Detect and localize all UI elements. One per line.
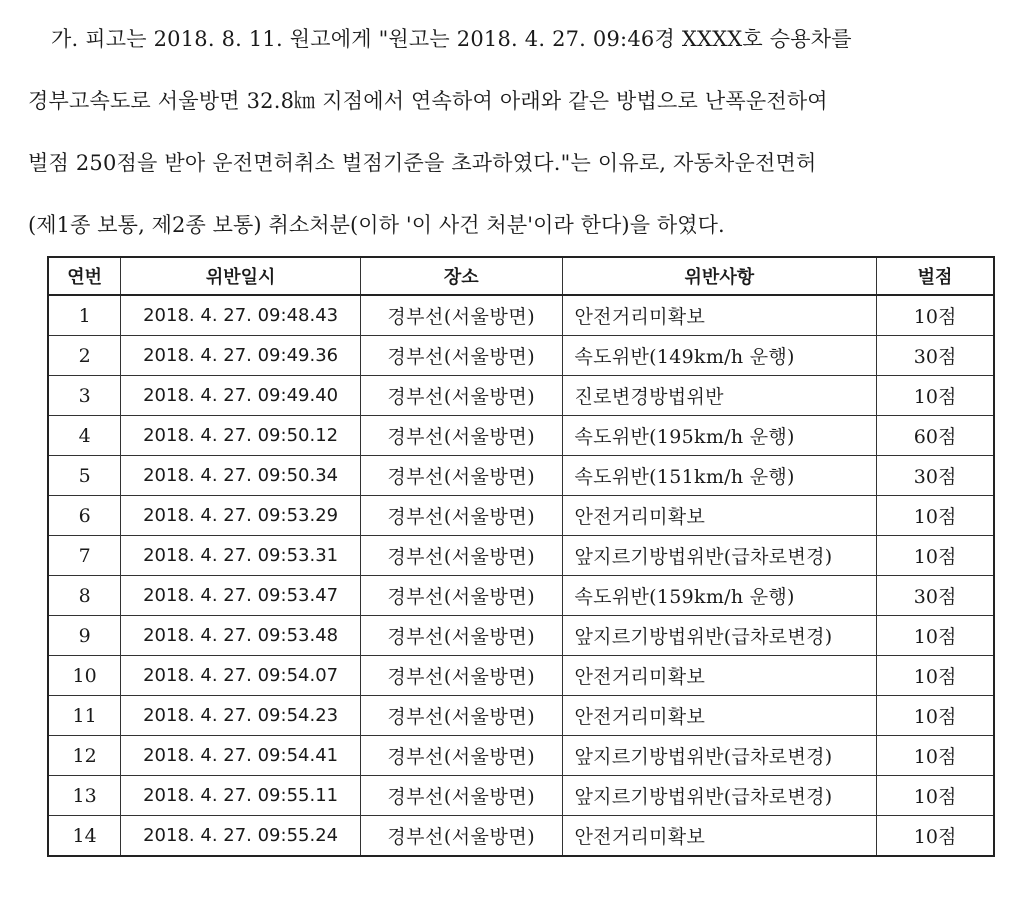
cell-datetime: 2018. 4. 27. 09:53.48 [121,616,361,656]
header-place: 장소 [360,257,562,295]
cell-violation: 앞지르기방법위반(급차로변경) [562,776,877,816]
cell-violation: 안전거리미확보 [562,295,877,336]
cell-no: 14 [48,816,121,857]
cell-points: 10점 [877,696,994,736]
cell-points: 10점 [877,376,994,416]
cell-violation: 안전거리미확보 [562,696,877,736]
header-violation: 위반사항 [562,257,877,295]
cell-points: 10점 [877,736,994,776]
cell-place: 경부선(서울방면) [360,616,562,656]
cell-datetime: 2018. 4. 27. 09:48.43 [121,295,361,336]
cell-points: 10점 [877,656,994,696]
table-row [48,656,994,696]
cell-no: 12 [48,736,121,776]
cell-violation: 안전거리미확보 [562,656,877,696]
cell-violation: 앞지르기방법위반(급차로변경) [562,616,877,656]
paragraph-line: 경부고속도로 서울방면 32.8㎞ 지점에서 연속하여 아래와 같은 방법으로 난폭운전하여 [28,89,828,113]
table-row [48,616,994,656]
cell-no: 8 [48,576,121,616]
cell-no: 5 [48,456,121,496]
table-row [48,416,994,456]
cell-place: 경부선(서울방면) [360,456,562,496]
cell-datetime: 2018. 4. 27. 09:54.07 [121,656,361,696]
cell-violation: 속도위반(195km/h 운행) [562,416,877,456]
table-row [48,576,994,616]
cell-no: 7 [48,536,121,576]
table-body [48,295,994,856]
cell-points: 10점 [877,616,994,656]
cell-no: 11 [48,696,121,736]
cell-datetime: 2018. 4. 27. 09:50.12 [121,416,361,456]
cell-no: 4 [48,416,121,456]
table-row [48,696,994,736]
cell-violation: 안전거리미확보 [562,816,877,857]
table-header [48,257,994,295]
cell-no: 13 [48,776,121,816]
cell-datetime: 2018. 4. 27. 09:55.11 [121,776,361,816]
table-row [48,456,994,496]
table-row [48,816,994,857]
cell-no: 3 [48,376,121,416]
cell-no: 10 [48,656,121,696]
cell-points: 10점 [877,295,994,336]
violations-table [47,256,995,857]
cell-violation: 속도위반(159km/h 운행) [562,576,877,616]
cell-place: 경부선(서울방면) [360,656,562,696]
cell-violation: 진로변경방법위반 [562,376,877,416]
cell-datetime: 2018. 4. 27. 09:49.36 [121,336,361,376]
cell-points: 30점 [877,576,994,616]
table-row [48,536,994,576]
cell-violation: 속도위반(149km/h 운행) [562,336,877,376]
cell-points: 30점 [877,456,994,496]
cell-datetime: 2018. 4. 27. 09:49.40 [121,376,361,416]
cell-datetime: 2018. 4. 27. 09:53.47 [121,576,361,616]
paragraph-line: (제1종 보통, 제2종 보통) 취소처분(이하 '이 사건 처분'이라 한다)을 하였다. [28,213,725,237]
cell-place: 경부선(서울방면) [360,776,562,816]
cell-place: 경부선(서울방면) [360,376,562,416]
cell-no: 1 [48,295,121,336]
cell-violation: 안전거리미확보 [562,496,877,536]
cell-place: 경부선(서울방면) [360,536,562,576]
cell-datetime: 2018. 4. 27. 09:55.24 [121,816,361,857]
cell-datetime: 2018. 4. 27. 09:54.41 [121,736,361,776]
paragraph-line: 가. 피고는 2018. 8. 11. 원고에게 "원고는 2018. 4. 27. 09:46경 XXXX호 승용차를 [51,27,852,51]
table-row [48,736,994,776]
table-row [48,376,994,416]
cell-datetime: 2018. 4. 27. 09:50.34 [121,456,361,496]
cell-place: 경부선(서울방면) [360,336,562,376]
cell-place: 경부선(서울방면) [360,295,562,336]
cell-place: 경부선(서울방면) [360,496,562,536]
cell-datetime: 2018. 4. 27. 09:53.31 [121,536,361,576]
cell-violation: 앞지르기방법위반(급차로변경) [562,536,877,576]
cell-points: 60점 [877,416,994,456]
cell-points: 10점 [877,536,994,576]
cell-violation: 앞지르기방법위반(급차로변경) [562,736,877,776]
cell-points: 10점 [877,776,994,816]
header-points: 벌점 [877,257,994,295]
cell-place: 경부선(서울방면) [360,696,562,736]
table-row [48,496,994,536]
header-no: 연번 [48,257,121,295]
cell-place: 경부선(서울방면) [360,816,562,857]
cell-place: 경부선(서울방면) [360,416,562,456]
header-row [48,257,994,295]
table-row [48,776,994,816]
cell-place: 경부선(서울방면) [360,576,562,616]
cell-points: 10점 [877,816,994,857]
cell-place: 경부선(서울방면) [360,736,562,776]
cell-points: 10점 [877,496,994,536]
cell-datetime: 2018. 4. 27. 09:53.29 [121,496,361,536]
cell-violation: 속도위반(151km/h 운행) [562,456,877,496]
cell-datetime: 2018. 4. 27. 09:54.23 [121,696,361,736]
cell-points: 30점 [877,336,994,376]
cell-no: 6 [48,496,121,536]
table-row [48,336,994,376]
cell-no: 9 [48,616,121,656]
cell-no: 2 [48,336,121,376]
table-row [48,295,994,336]
header-datetime: 위반일시 [121,257,361,295]
paragraph-line: 벌점 250점을 받아 운전면허취소 벌점기준을 초과하였다."는 이유로, 자동차운전면허 [28,151,817,175]
body-paragraph [28,8,1003,256]
